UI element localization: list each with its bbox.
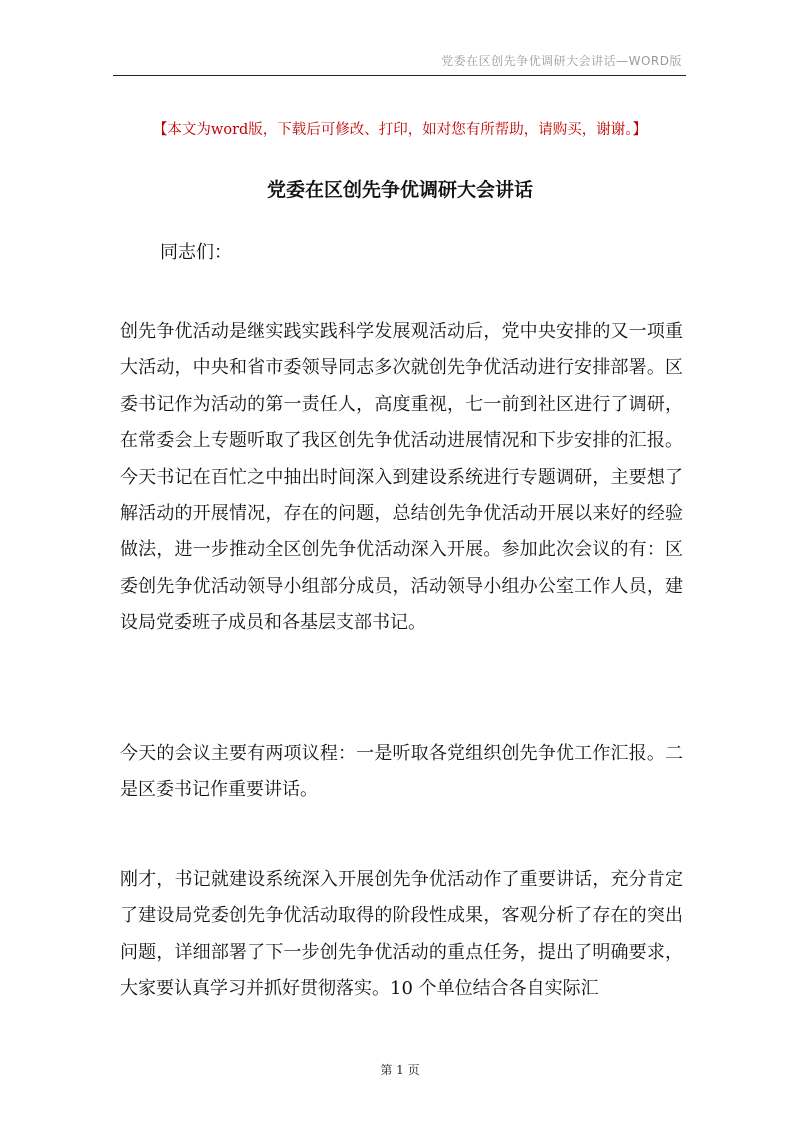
header-divider (113, 75, 686, 76)
salutation: 同志们： (160, 242, 232, 263)
paragraph-2: 今天的会议主要有两项议程：一是听取各党组织创先争优工作汇报。二是区委书记作重要讲话。 (120, 743, 683, 801)
paragraph-1: 创先争优活动是继实践实践科学发展观活动后，党中央安排的又一项重大活动，中央和省市委领导同志多次就创先争优活动进行安排部署。区委书记作为活动的第一责任人，高度重视，七一前到社区进行了调研，在常委会上专题听取了我区创先争优活动进展情况和下步安排的汇报。今天书记在百忙之中抽出时间深入到建设系统进行专题调研，主要想了解活动的开展情况，存在的问题，总结创先争优活动开展以来好的经验做法，进一步推动全区创先争优活动深入开展。参加此次会议的有：区委创先争优活动领导小组部分成员，活动领导小组办公室工作人员，建设局党委班子成员和各基层支部书记。 (120, 321, 683, 634)
running-header: 党委在区创先争优调研大会讲话—WORD版 (441, 54, 682, 68)
paragraph-3: 刚才，书记就建设系统深入开展创先争优活动作了重要讲话，充分肯定了建设局党委创先争优活动取得的阶段性成果，客观分析了存在的突出问题，详细部署了下一步创先争优活动的重点任务，提出了明确要求，大家要认真学习并抓好贯彻落实。10 个单位结合各自实际汇 (120, 869, 683, 1000)
download-notice: 【本文为word版，下载后可修改、打印，如对您有所帮助，请购买，谢谢。】 (152, 122, 648, 138)
document-title: 党委在区创先争优调研大会讲话 (266, 179, 533, 201)
page-number: 第 1 页 (380, 1063, 420, 1077)
